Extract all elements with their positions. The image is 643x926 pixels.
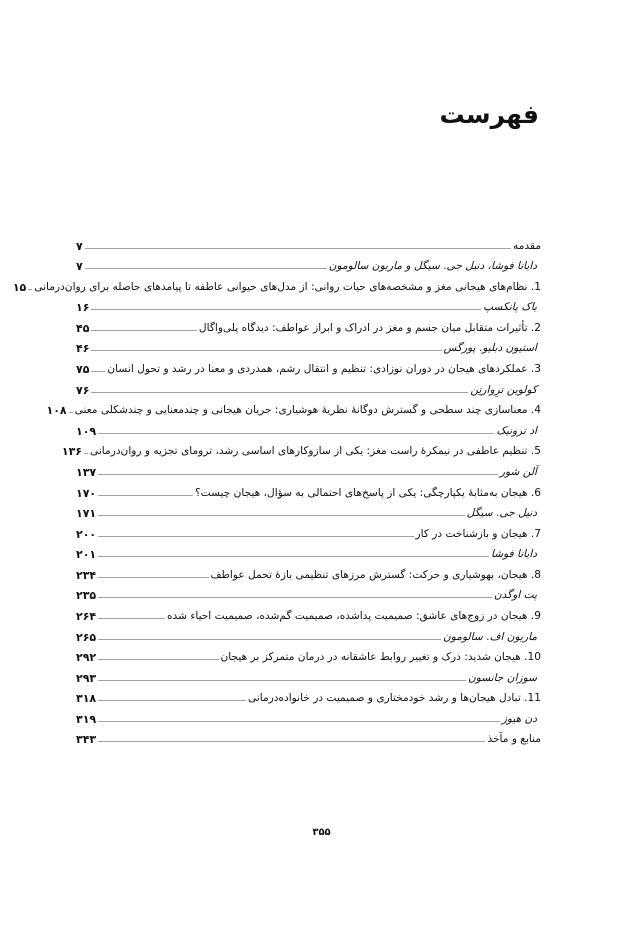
dot-leader: [98, 432, 494, 435]
toc-entry-author[interactable]: [76, 458, 541, 479]
toc-entry-page: ۳۴۳: [76, 733, 97, 747]
toc-entry-label: مقدمه: [513, 239, 541, 252]
toc-entry-page: ۲۰۱: [76, 548, 97, 562]
toc-entry-page: ۱۰۸: [46, 404, 67, 418]
dot-leader: [69, 411, 73, 414]
toc-entry-page: ۴۵: [76, 321, 90, 335]
dot-leader: [85, 267, 327, 270]
dot-leader: [98, 720, 500, 723]
dot-leader: [98, 658, 218, 661]
toc-entry-page: ۱۶: [76, 301, 90, 315]
toc-entry-author[interactable]: [76, 582, 541, 603]
toc-entry-page: ۱۷۱: [76, 507, 97, 521]
toc-entry-author[interactable]: [76, 705, 541, 726]
toc-entry-label: 2. تأثیرات متقابل میان جسم و مغز در ادراک و ابراز عواطف: دیدگاه پلی‌واگال: [198, 321, 541, 334]
toc-entry-author[interactable]: [76, 294, 541, 315]
toc-entry-page: ۴۶: [76, 342, 90, 356]
toc-entry-references[interactable]: [76, 726, 541, 747]
toc-entry-label: 7. هیجان و بازشناخت در کار: [415, 527, 541, 540]
toc-entry-page: ۷: [76, 260, 83, 274]
toc-entry-chapter[interactable]: [76, 479, 541, 500]
dot-leader: [91, 329, 196, 332]
toc-entry-page: ۷۵: [76, 363, 90, 377]
toc-entry-chapter[interactable]: [61, 438, 541, 459]
toc-entry-page: ۳۱۹: [76, 712, 97, 726]
toc-entry-chapter[interactable]: [76, 314, 541, 335]
toc-entry-label: 5. تنظیم عاطفی در نیمکرهٔ راست مغز: یکی از سازوکارهای اساسی رشد، ترومای تجزیه و روان‌درمانی: [90, 445, 541, 458]
toc-entry-page: ۲۳۴: [76, 568, 97, 582]
toc-entry-page: ۲۶۴: [76, 609, 97, 623]
dot-leader: [98, 679, 466, 682]
dot-leader: [98, 514, 465, 517]
toc-entry-label: دایانا فوشا، دنیل جی. سیگل و ماریون سالومون: [328, 260, 537, 273]
dot-leader: [98, 494, 193, 497]
toc-entry-label: 8. هیجان، بهوشیاری و حرکت: گسترش مرزهای تنظیمی بازهٔ تحمل عواطف: [210, 568, 541, 581]
dot-leader: [98, 473, 498, 476]
toc-entry-page: ۱۳۶: [61, 445, 83, 459]
toc-entry-author[interactable]: [76, 253, 541, 274]
toc-entry-author[interactable]: [76, 664, 541, 685]
toc-entry-label: کولوین ترِوارتِن: [470, 383, 537, 396]
dot-leader: [98, 535, 413, 538]
toc-entry-page: ۲۳۵: [76, 589, 97, 603]
dot-leader: [28, 288, 32, 291]
dot-leader: [91, 370, 105, 373]
toc-entry-page: ۱۵: [12, 280, 27, 294]
toc-entry-chapter[interactable]: [76, 520, 541, 541]
toc-entry-page: ۷۶: [76, 383, 90, 397]
toc-entry-label: یاک پانکسپ: [483, 301, 537, 314]
dot-leader: [91, 391, 468, 394]
toc-entry-author[interactable]: [76, 376, 541, 397]
toc-entry-page: ۲۰۰: [76, 527, 97, 541]
dot-leader: [98, 555, 489, 558]
toc-entry-label: اد ترونیک: [496, 424, 537, 437]
toc-entry-page: ۱۳۷: [76, 465, 97, 479]
toc-entry-page: ۲۶۵: [76, 630, 97, 644]
toc-entry-chapter[interactable]: [46, 397, 541, 418]
toc-entry-chapter[interactable]: [12, 273, 541, 294]
dot-leader: [98, 699, 246, 702]
toc-entry-author[interactable]: [76, 500, 541, 521]
toc-entry-page: ۲۹۲: [76, 651, 97, 665]
dot-leader: [98, 576, 208, 579]
toc-entry-page: ۱۷۰: [76, 486, 97, 500]
toc-entry-label: دن هیوز: [501, 712, 537, 725]
toc-entry-label: دنیل جی. سیگل: [466, 507, 537, 520]
dot-leader: [91, 349, 441, 352]
toc-entry-label: دایانا فوشا: [490, 548, 537, 561]
dot-leader: [98, 740, 485, 743]
toc-entry-label: 4. معناسازی چند سطحی و گسترش دوگانهٔ نظریهٔ هوشیاری: جریان هیجانی و چندمعنایی و چندشکلی معنی: [74, 404, 541, 417]
toc-entry-page: ۲۹۳: [76, 671, 97, 685]
toc-entry-intro[interactable]: [76, 232, 541, 253]
toc-entry-author[interactable]: [76, 335, 541, 356]
toc-entry-author[interactable]: [76, 623, 541, 644]
dot-leader: [84, 452, 88, 455]
toc-entry-chapter[interactable]: [76, 561, 541, 582]
table-of-contents: [12, 232, 541, 747]
page-number: ۳۵۵: [312, 827, 331, 838]
dot-leader: [91, 308, 481, 311]
toc-entry-chapter[interactable]: [76, 355, 541, 376]
toc-entry-label: پت اوگدن: [493, 589, 537, 602]
toc-entry-chapter[interactable]: [76, 644, 541, 665]
toc-entry-page: ۱۰۹: [76, 424, 97, 438]
toc-entry-author[interactable]: [76, 541, 541, 562]
toc-entry-chapter[interactable]: [76, 602, 541, 623]
dot-leader: [98, 617, 165, 620]
toc-entry-label: ماریون اف. سالومون: [443, 630, 537, 643]
toc-entry-label: 9. هیجان در زوج‌های عاشق: صمیمیت پداشده، صمیمیت گم‌شده، صمیمیت احیاء شده: [167, 609, 541, 622]
toc-entry-label: آلن شور: [499, 465, 537, 478]
dot-leader: [98, 638, 441, 641]
toc-entry-label: 3. عملکردهای هیجان در دوران نوزادی: تنظیم و انتقال رشم، همدردی و معنا در رشد و تحول انسان: [107, 363, 541, 376]
toc-entry-label: 11. تبادل هیجان‌ها و رشد خودمختاری و صمیمیت در خانواده‌درمانی: [247, 692, 541, 705]
toc-entry-label: 10. هیجان شدید: درک و تغییر روابط عاشقانه در درمان متمرکز بر هیجان: [220, 651, 541, 664]
toc-entry-author[interactable]: [76, 417, 541, 438]
toc-entry-label: منابع و مآخذ: [487, 733, 541, 746]
toc-entry-label: سوزان جانسون: [468, 671, 537, 684]
toc-entry-label: 6. هیجان به‌مثابهٔ یکپارچگی: یکی از پاسخ‌های احتمالی به سؤال، هیجان چیست؟: [195, 486, 541, 499]
toc-entry-page: ۳۱۸: [76, 692, 97, 706]
toc-entry-page: ۷: [76, 239, 83, 253]
dot-leader: [85, 247, 511, 250]
page-title: فهرست: [439, 100, 539, 129]
dot-leader: [98, 596, 492, 599]
toc-entry-label: 1. نظام‌های هیجانی مغز و مشخصه‌های حیات روانی: از مدل‌های حیوانی عاطفه تا پیامدهای حاصله برای روان‌درمانی: [34, 280, 541, 293]
toc-entry-label: استیون دبلیو. پورگس: [443, 342, 537, 355]
toc-entry-chapter[interactable]: [76, 685, 541, 706]
